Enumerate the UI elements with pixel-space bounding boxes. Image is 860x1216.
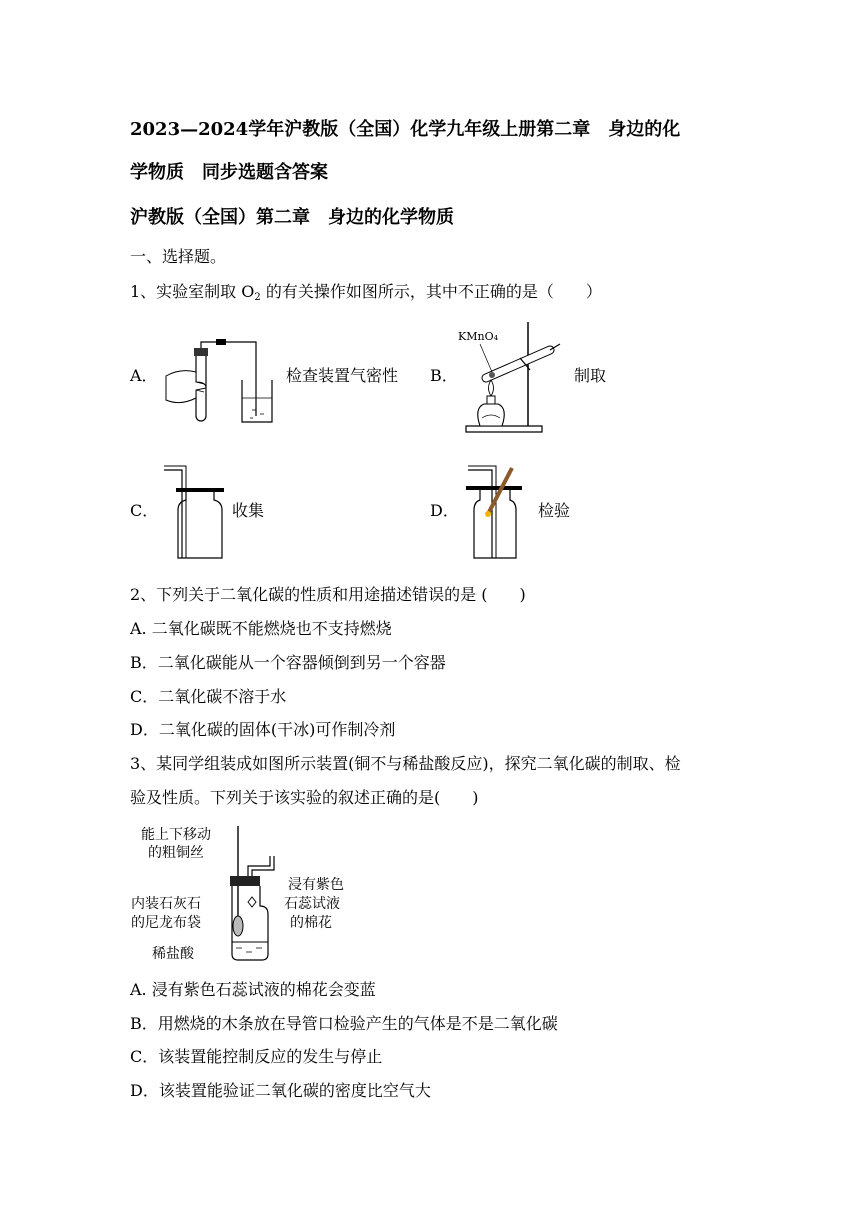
q1-option-d-letter: D． <box>430 501 459 520</box>
q1-option-a-letter: A． <box>130 366 158 385</box>
q1-stem-subscript: 2 <box>254 292 261 303</box>
q1-option-a-text: 检查装置气密性 <box>286 366 399 385</box>
q3-option-b: B．用燃烧的木条放在导管口检验产生的气体是不是二氧化碳 <box>130 1014 558 1033</box>
q1-option-b-text: 制取 <box>574 366 607 385</box>
chapter-heading: 沪教版（全国）第二章 身边的化学物质 <box>130 207 454 228</box>
q2-stem: 2、下列关于二氧化碳的性质和用途描述错误的是 ( ) <box>130 585 526 604</box>
wire-label-1: 能上下移动 <box>141 827 211 843</box>
airtight-check-figure <box>160 338 285 428</box>
q3-option-d: D．该装置能验证二氧化碳的密度比空气大 <box>130 1081 431 1100</box>
q2-option-b: B．二氧化碳能从一个容器倾倒到另一个容器 <box>130 653 446 672</box>
q1-option-d-text: 检验 <box>538 501 571 520</box>
q3-stem-line1: 3、某同学组装成如图所示装置(铜不与稀盐酸反应)，探究二氧化碳的制取、检 <box>130 754 681 773</box>
cotton-label-1: 浸有紫色 <box>288 877 344 893</box>
q1-stem-after: 的有关操作如图所示，其中不正确的是（ ） <box>260 282 602 301</box>
q3-option-a: A. 浸有紫色石蕊试液的棉花会变蓝 <box>130 980 376 999</box>
bag-label-1: 内装石灰石 <box>131 896 201 912</box>
q1-stem <box>130 282 602 308</box>
q1-option-b-letter: B． <box>430 366 458 385</box>
q1-option-c-letter: C． <box>130 501 159 520</box>
q2-option-d: D．二氧化碳的固体(干冰)可作制冷剂 <box>130 720 396 739</box>
doc-title-line2: 学物质 同步选题含答案 <box>130 162 328 183</box>
kmno4-label: KMnO₄ <box>458 330 498 343</box>
cotton-label-2: 石蕊试液 <box>284 896 340 912</box>
section-heading: 一、选择题。 <box>130 247 227 266</box>
acid-label: 稀盐酸 <box>152 946 194 962</box>
q3-stem-line2: 验及性质。下列关于该实验的叙述正确的是( ) <box>130 788 479 807</box>
q1-option-c-text: 收集 <box>232 501 265 520</box>
gas-collection-bottle-figure <box>160 462 230 562</box>
q3-option-c: C．该装置能控制反应的发生与停止 <box>130 1047 383 1066</box>
bag-label-2: 的尼龙布袋 <box>131 915 201 931</box>
q2-option-a: A. 二氧化碳既不能燃烧也不支持燃烧 <box>130 619 392 638</box>
doc-title-line1: 2023—2024学年沪教版（全国）化学九年级上册第二章 身边的化 <box>130 119 681 140</box>
cotton-label-3: 的棉花 <box>290 915 332 931</box>
gas-test-bottle-figure <box>462 462 532 562</box>
co2-apparatus-figure <box>218 826 288 966</box>
q1-stem-before: 1、实验室制取 O <box>130 282 255 301</box>
wire-label-2: 的粗铜丝 <box>148 845 204 861</box>
q2-option-c: C．二氧化碳不溶于水 <box>130 687 287 706</box>
